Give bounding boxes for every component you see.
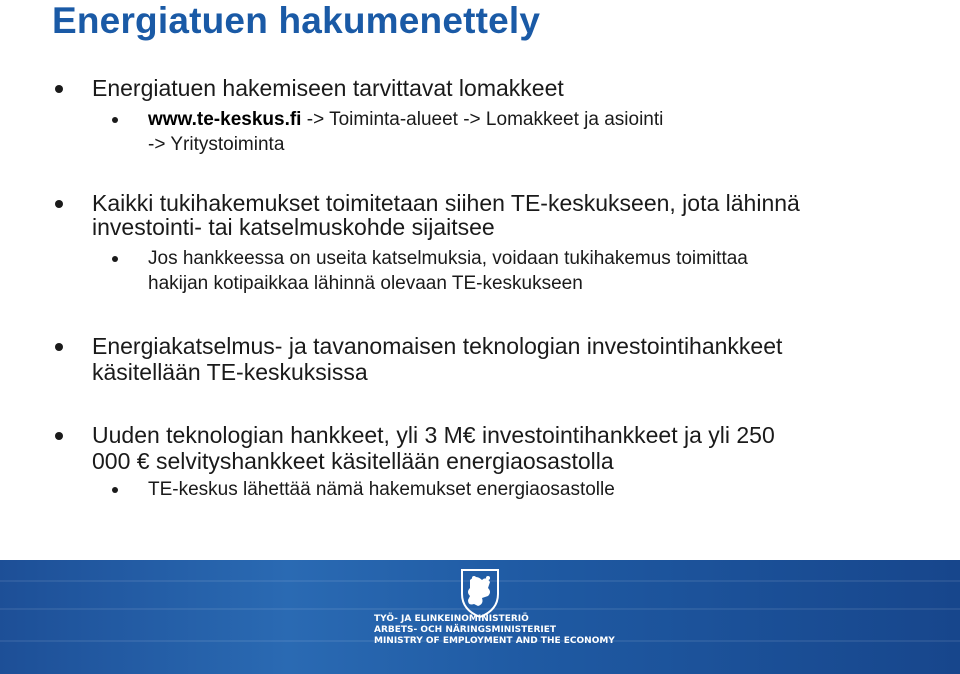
ministry-lion-logo-icon [452, 564, 508, 620]
sub-bullet-1 [148, 108, 928, 131]
sub-bullet-dot [112, 117, 118, 123]
ministry-name-sv: ARBETS- OCH NÄRINGSMINISTERIET [374, 625, 557, 635]
sub-bullet-2-line1: Jos hankkeessa on useita katselmuksia, voidaan tukihakemus toimittaa [148, 248, 748, 269]
bullet-dot [55, 432, 63, 440]
bullet-2-line2: investointi- tai katselmuskohde sijaitsee [92, 214, 495, 240]
bullet-1: Energiatuen hakemiseen tarvittavat lomakkeet [92, 75, 564, 101]
te-keskus-link[interactable]: www.te-keskus.fi [148, 109, 302, 130]
sub-bullet-2-line2: hakijan kotipaikkaa lähinnä olevaan TE-keskukseen [148, 273, 583, 294]
bullet-dot [55, 343, 63, 351]
sub-bullet-4: TE-keskus lähettää nämä hakemukset energiaosastolle [148, 479, 615, 500]
sub-bullet-dot [112, 256, 118, 262]
sub-bullet-dot [112, 487, 118, 493]
footer-banner [0, 560, 960, 674]
bullet-2-line1: Kaikki tukihakemukset toimitetaan siihen TE-keskukseen, jota lähinnä [92, 190, 800, 216]
bullet-3-line2: käsitellään TE-keskuksissa [92, 359, 368, 385]
bullet-dot [55, 200, 63, 208]
sub-bullet-1-text: -> Toiminta-alueet -> Lomakkeet ja asiointi [301, 109, 664, 130]
bullet-dot [55, 85, 63, 93]
ministry-name-fi: TYÖ- JA ELINKEINOMINISTERIÖ [374, 614, 529, 624]
bullet-3-line1: Energiakatselmus- ja tavanomaisen teknologian investointihankkeet [92, 333, 783, 359]
slide-title: Energiatuen hakumenettely [52, 0, 541, 41]
bullet-4-line1: Uuden teknologian hankkeet, yli 3 M€ investointihankkeet ja yli 250 [92, 422, 775, 448]
sub-bullet-1-line2: -> Yritystoiminta [148, 134, 285, 155]
ministry-name-en: MINISTRY OF EMPLOYMENT AND THE ECONOMY [374, 636, 615, 646]
bullet-4-line2: 000 € selvityshankkeet käsitellään energiaosastolla [92, 448, 614, 474]
